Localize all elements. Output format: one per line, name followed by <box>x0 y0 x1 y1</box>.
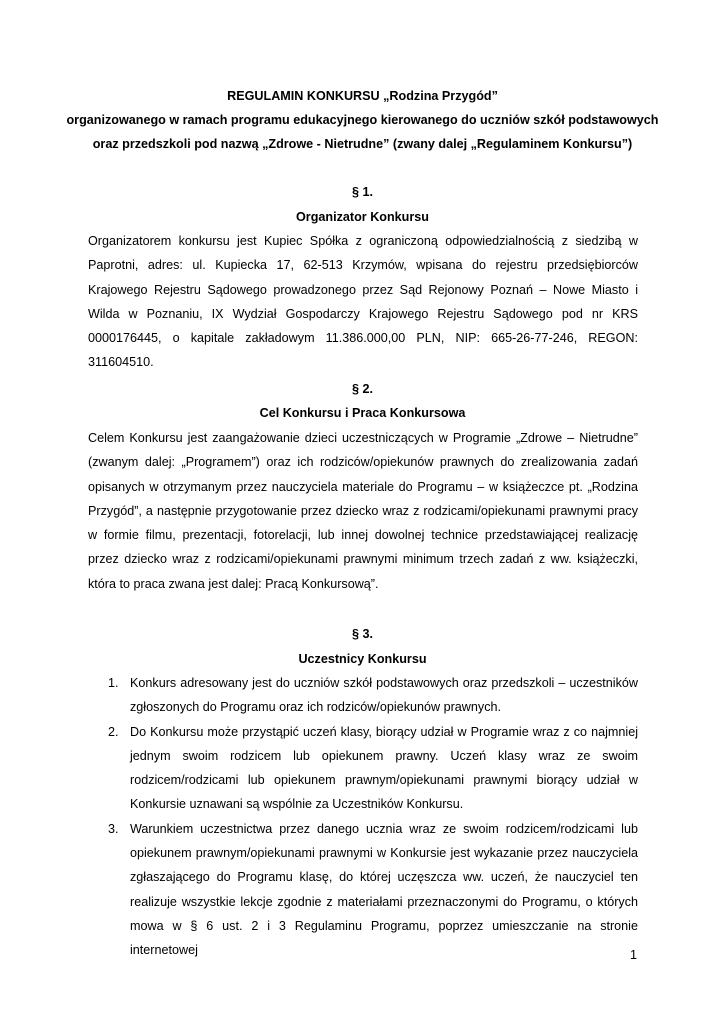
list-item <box>100 817 638 963</box>
list-item-text: Konkurs adresowany jest do uczniów szkół podstawowych oraz przedszkoli – uczestników zgłoszonych do Programu oraz ich rodziców/opiekunów prawnych. <box>130 676 638 715</box>
title-line-1: REGULAMIN KONKURSU „Rodzina Przygód” <box>227 89 498 103</box>
section-3-number: § 3. <box>351 627 373 641</box>
list-item-text: Warunkiem uczestnictwa przez danego ucznia wraz ze swoim rodzicem/rodzicami lub opiekunem prawnym/opiekunami prawnymi w Konkursie jest wykazanie przez nauczyciela zgłaszającego do Programu klasę, do której uczęszcza ww. uczeń, że nauczyciel ten realizuje wszystkie lekcje zgodnie z materiałami przeznaczonymi do Programu, o których mowa w § 6 ust. 2 i 3 Regulaminu Programu, poprzez umieszczanie na stronie internetowej <box>130 821 638 958</box>
list-item-number: 3. <box>108 821 119 836</box>
section-2-text: Celem Konkursu jest zaangażowanie dzieci uczestniczących w Programie „Zdrowe – Nietrudne” (zwanym dalej: „Programem”) oraz ich rodziców/opiekunów prawnych do zrealizowania zadań opisanych w otrzymanym przez nauczyciela materiale do Programu – w książeczce pt. „Rodzina Przygód”, a następnie przygotowanie przez dziecko wraz z rodzicami/opiekunami prawnymi pracy w formie filmu, prezentacji, fotorelacji, lub innej dowolnej technice przedstawiającej realizację przez dziecko wraz z rodzicami/opiekunami prawnymi minimum trzech zadań z ww. książeczki, która to praca zwana jest dalej: Pracą Konkursową”. <box>88 431 638 591</box>
list-item-text: Do Konkursu może przystąpić uczeń klasy, biorący udział w Programie wraz z co najmniej jednym swoim rodzicem lub opiekunem prawny. Uczeń klasy wraz ze swoim rodzicem/rodzicami lub opiekunem prawnym/opiekunami prawnymi biorący udział w Konkursie uznawani są wspólnie za Uczestników Konkursu. <box>130 724 638 812</box>
title-line-2: organizowanego w ramach programu edukacyjnego kierowanego do uczniów szkół podstawowych <box>66 113 659 127</box>
list-item-number: 2. <box>108 724 119 739</box>
list-item <box>100 671 638 720</box>
list-item <box>100 720 638 817</box>
section-3-heading: Uczestnicy Konkursu <box>298 652 427 666</box>
section-1-number: § 1. <box>351 185 373 199</box>
list-item-number: 1. <box>108 676 119 690</box>
section-1-heading: Organizator Konkursu <box>296 210 429 224</box>
section-2-heading: Cel Konkursu i Praca Konkursowa <box>259 406 466 420</box>
title-line-3: oraz przedszkoli pod nazwą „Zdrowe - Nietrudne” (zwany dalej „Regulaminem Konkursu”) <box>92 137 633 151</box>
page-number: 1 <box>629 948 637 962</box>
section-1-text: Organizatorem konkursu jest Kupiec Spółka z ograniczoną odpowiedzialnością z siedzibą w Paprotni, adres: ul. Kupiecka 17, 62-513 Krzymów, wpisana do rejestru przedsiębiorców Krajowego Rejestru Sądowego prowadzonego przez Sąd Rejonowy Poznań – Nowe Miasto i Wilda w Poznaniu, IX Wydział Gospodarczy Krajowego Rejestru Sądowego pod nr KRS 0000176445, o kapitale zakładowym 11.386.000,00 PLN, NIP: 665-26-77-246, REGON: 311604510. <box>88 234 638 370</box>
document-title <box>60 84 665 156</box>
section-2-number: § 2. <box>351 382 373 396</box>
section-3-list <box>100 671 638 963</box>
